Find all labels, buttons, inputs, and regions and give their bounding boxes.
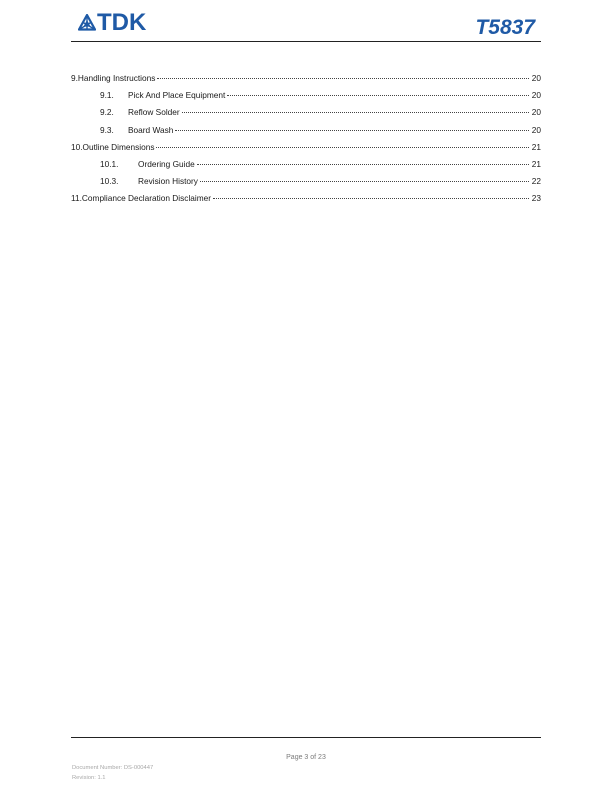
toc-entry-number: 11. [71,193,82,204]
dot-leader [213,198,529,199]
toc-entry-number: 9.2. [100,107,114,118]
revision: Revision: 1.1 [72,774,106,781]
toc-entry-number: 9. [71,73,78,83]
toc-entry-10-3[interactable] [71,175,541,192]
header-divider [71,41,541,42]
table-of-contents [71,72,541,210]
dot-leader [200,181,529,182]
toc-entry-9-1[interactable] [71,89,541,106]
toc-entry-title: Board Wash [128,124,174,135]
toc-entry-page: 21 [531,141,541,152]
toc-entry-title: Revision History [138,176,198,187]
toc-entry-title: Ordering Guide [138,158,195,169]
toc-entry-10-1[interactable] [71,158,541,175]
toc-entry-page: 23 [531,193,541,204]
toc-entry-9[interactable] [71,72,541,89]
dot-leader [175,130,529,131]
footer-divider [71,737,541,738]
dot-leader [182,112,529,113]
toc-entry-page: 21 [531,158,541,169]
toc-entry-title: Pick And Place Equipment [128,90,226,101]
toc-entry-9-2[interactable] [71,106,541,123]
document-number: Document Number: DS-000447 [72,765,154,771]
toc-entry-page: 20 [531,73,541,83]
page-number: Page 3 of 23 [286,754,326,761]
toc-entry-number: 9.1. [100,90,114,101]
toc-entry-page: 20 [531,124,541,135]
toc-entry-title: Compliance Declaration Disclaimer [81,193,212,204]
toc-entry-title: Reflow Solder [128,107,180,118]
tdk-logo-icon [78,14,96,32]
toc-entry-9-3[interactable] [71,124,541,141]
toc-entry-number: 10. [71,141,83,152]
document-title: T5837 [475,16,535,39]
tdk-logo [78,11,146,35]
dot-leader [197,164,529,165]
toc-entry-11[interactable] [71,192,541,209]
toc-entry-page: 20 [531,107,541,118]
toc-entry-number: 10.3. [100,176,119,187]
toc-entry-title: Outline Dimensions [82,141,155,152]
footer-meta [72,764,153,783]
toc-entry-number: 10.1. [100,158,119,169]
toc-entry-page: 20 [531,90,541,101]
logo-text: TDK [97,9,147,36]
toc-entry-title: Handling Instructions [77,73,156,83]
toc-entry-page: 22 [531,176,541,187]
dot-leader [156,147,529,148]
dot-leader [227,95,529,96]
toc-entry-number: 9.3. [100,124,114,135]
dot-leader [157,78,529,79]
toc-entry-10[interactable] [71,141,541,158]
